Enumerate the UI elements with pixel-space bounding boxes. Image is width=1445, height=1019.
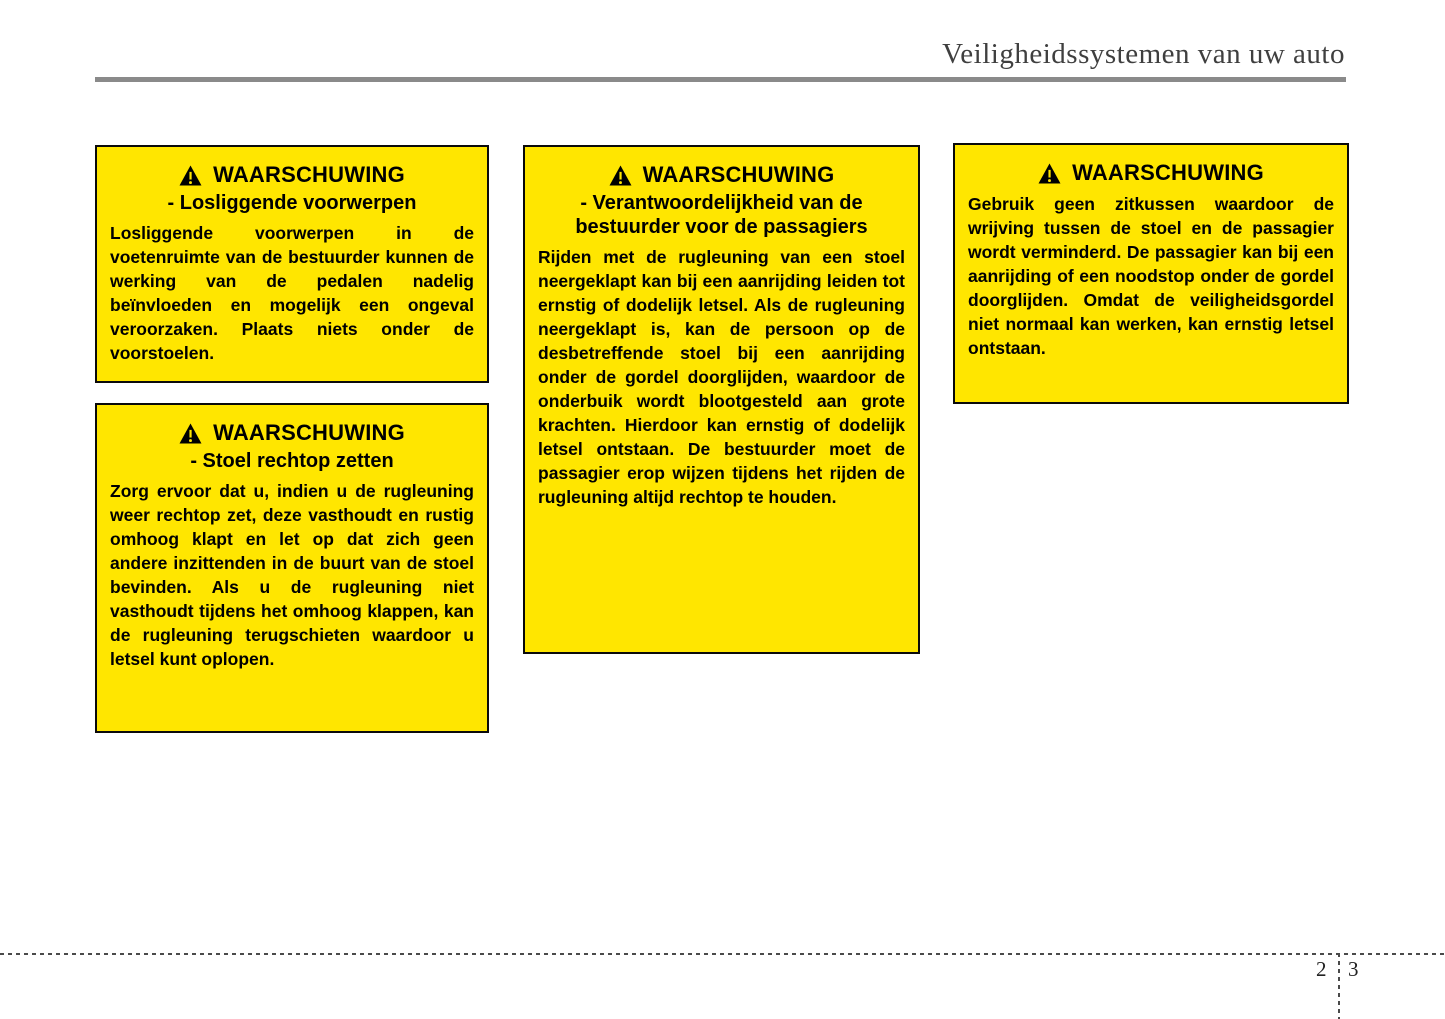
warning-triangle-icon (179, 165, 202, 186)
warning-box-seat-cushion (953, 143, 1349, 404)
warning-body: Zorg ervoor dat u, indien u de rugleuning weer rechtop zet, deze vasthoudt en rustig omhoog klapt en let op dat zich geen andere inzittenden in de buurt van de stoel bevinden. Als u de rugleuning niet vasthoudt tijdens het omhoog klappen, kan de rugleuning terugschieten waardoor u letsel kunt oplopen. (110, 481, 474, 669)
header-rule (95, 77, 1346, 82)
warning-subtitle: - Verantwoordelijkheid van de bestuurder voor de passagiers (575, 192, 868, 238)
warning-body: Rijden met de rugleuning van een stoel neergeklapt kan bij een aanrijding leiden tot ernstig of dodelijk letsel. Als de rugleuning neergeklapt is, kan de persoon op de desbetreffende stoel bij een aanrijding onder de gordel doorglijden, waardoor de onderbuik wordt blootgesteld aan grote krachten. Hierdoor kan ernstig of dodelijk letsel ontstaan. De bestuurder moet de passagier erop wijzen tijdens het rijden de rugleuning altijd rechtop te houden. (538, 247, 905, 507)
warning-box-loose-objects (95, 145, 489, 383)
warning-triangle-icon (609, 165, 632, 186)
warning-title-row (538, 162, 905, 188)
chapter-number: 2 (1316, 957, 1327, 981)
warning-title: WAARSCHUWING (213, 162, 405, 187)
warning-title-row (968, 160, 1334, 186)
warning-subtitle: - Stoel rechtop zetten (190, 450, 394, 472)
warning-triangle-icon (1038, 163, 1061, 184)
warning-title: WAARSCHUWING (1072, 160, 1264, 185)
warning-body: Gebruik geen zitkussen waardoor de wrijving tussen de stoel en de passagier wordt verminderd. De passagier kan bij een aanrijding of een noodstop onder de gordel doorglijden. Omdat de veiligheidsgordel niet normaal kan werken, kan ernstig letsel ontstaan. (968, 194, 1334, 358)
warning-title-row (110, 162, 474, 188)
warning-triangle-icon (179, 423, 202, 444)
warning-title: WAARSCHUWING (642, 162, 835, 187)
page-number: 3 (1348, 957, 1359, 981)
warning-body: Losliggende voorwerpen in de voetenruimte van de bestuurder kunnen de werking van de pedalen nadelig beïnvloeden en mogelijk een ongeval veroorzaken. Plaats niets onder de voorstoelen. (110, 223, 474, 363)
warning-title-row (110, 420, 474, 446)
footer-dashed-line (0, 953, 1445, 955)
warning-title: WAARSCHUWING (213, 420, 405, 445)
warning-subtitle: - Losliggende voorwerpen (167, 192, 417, 214)
warning-box-driver-responsibility (523, 145, 920, 654)
warning-box-seatback-upright (95, 403, 489, 733)
footer-divider-line (1338, 953, 1340, 1019)
page-title: Veiligheidssystemen van uw auto (942, 38, 1345, 70)
